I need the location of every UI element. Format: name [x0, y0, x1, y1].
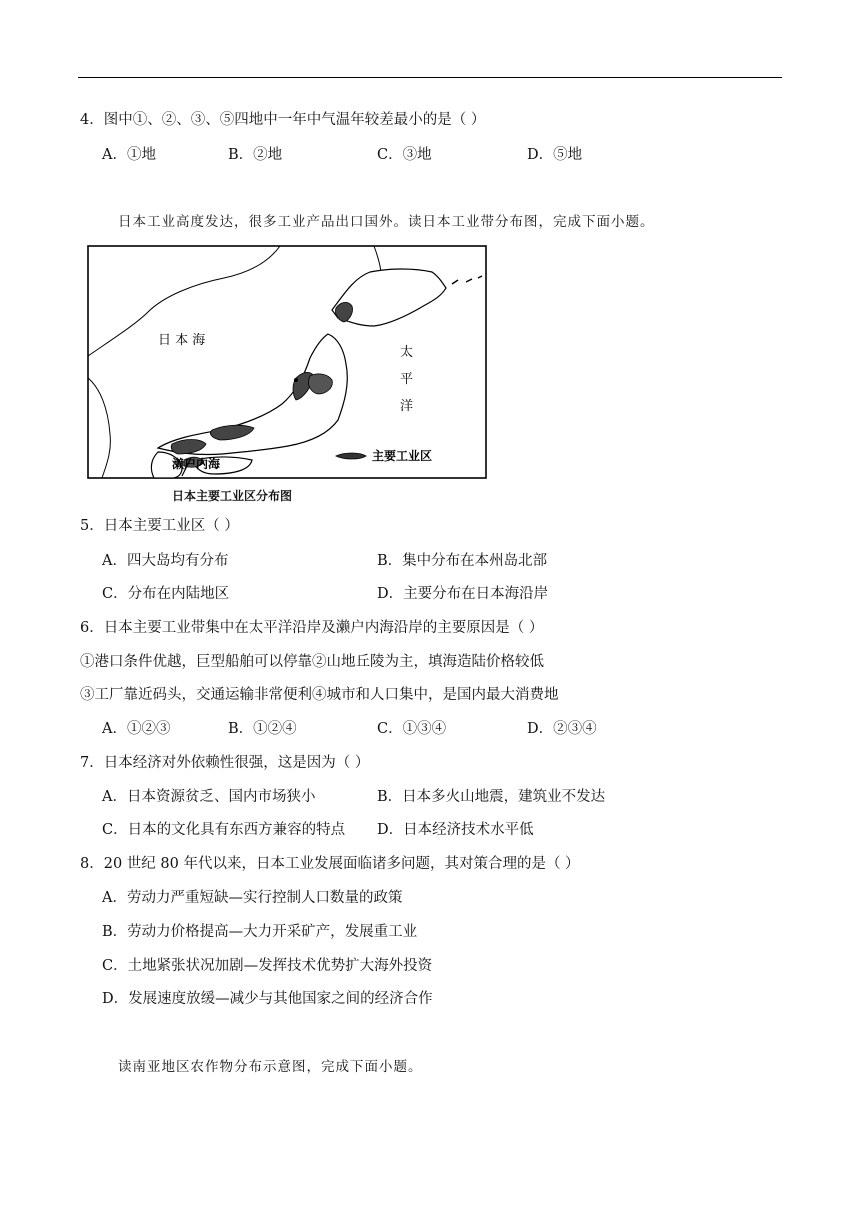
- intro-japan-industry: 日本工业高度发达，很多工业产品出口国外。读日本工业带分布图，完成下面小题。: [118, 214, 655, 230]
- intro-south-asia-crops: 读南亚地区农作物分布示意图，完成下面小题。: [118, 1059, 423, 1075]
- q5-option-c: C．分布在内陆地区: [102, 586, 230, 602]
- q6-statement-line-2: ③工厂靠近码头，交通运输非常便利④城市和人口集中，是国内最大消费地: [80, 687, 559, 703]
- q4-option-b: B．②地: [228, 147, 283, 163]
- q6-option-b: B．①②④: [228, 721, 297, 737]
- q6-option-a: A．①②③: [102, 721, 171, 737]
- q5-option-b: B．集中分布在本州岛北部: [377, 553, 548, 569]
- q6-statement-line-1: ①港口条件优越，巨型船舶可以停靠②山地丘陵为主，填海造陆价格较低: [80, 654, 544, 670]
- seto-inland-sea-label: 濑户内海: [172, 457, 221, 471]
- q4-option-a: A．①地: [102, 147, 156, 163]
- pacific-label-1: 太: [400, 345, 414, 360]
- q5-option-a: A．四大岛均有分布: [102, 553, 229, 569]
- q7-option-a: A．日本资源贫乏、国内市场狭小: [102, 789, 316, 805]
- q8-option-a: A．劳动力严重短缺—实行控制人口数量的政策: [102, 890, 403, 906]
- q8-option-c: C．土地紧张状况加剧—发挥技术优势扩大海外投资: [102, 958, 433, 974]
- q6-option-d: D．②③④: [527, 721, 597, 737]
- q7-stem: 7．日本经济对外依赖性很强，这是因为（ ）: [80, 755, 370, 771]
- q8-option-b: B．劳动力价格提高—大力开采矿产，发展重工业: [102, 924, 418, 940]
- q8-option-d: D．发展速度放缓—减少与其他国家之间的经济合作: [102, 991, 433, 1007]
- q7-option-c: C．日本的文化具有东西方兼容的特点: [102, 822, 346, 838]
- q5-option-d: D．主要分布在日本海沿岸: [377, 586, 549, 602]
- q7-option-b: B．日本多火山地震，建筑业不发达: [377, 789, 606, 805]
- sea-of-japan-label: 日 本 海: [158, 333, 206, 348]
- q4-stem: 4．图中①、②、③、⑤四地中一年中气温年较差最小的是（ ）: [80, 112, 486, 128]
- q5-stem: 5．日本主要工业区（ ）: [80, 518, 239, 534]
- q7-option-d: D．日本经济技术水平低: [377, 822, 534, 838]
- pacific-label-2: 平: [400, 372, 414, 387]
- q4-option-d: D．⑤地: [527, 147, 583, 163]
- q6-stem: 6．日本主要工业带集中在太平洋沿岸及濑户内海沿岸的主要原因是（ ）: [80, 620, 544, 636]
- map-caption: 日本主要工业区分布图: [171, 489, 292, 503]
- header-rule: [78, 77, 782, 78]
- q8-stem: 8．20 世纪 80 年代以来，日本工业发展面临诸多问题，其对策合理的是（ ）: [80, 856, 580, 872]
- pacific-label-3: 洋: [400, 399, 414, 414]
- q6-option-c: C．①③④: [377, 721, 447, 737]
- q4-option-c: C．③地: [377, 147, 432, 163]
- japan-industry-map: [74, 238, 494, 506]
- legend-industrial-area-label: 主要工业区: [372, 449, 433, 463]
